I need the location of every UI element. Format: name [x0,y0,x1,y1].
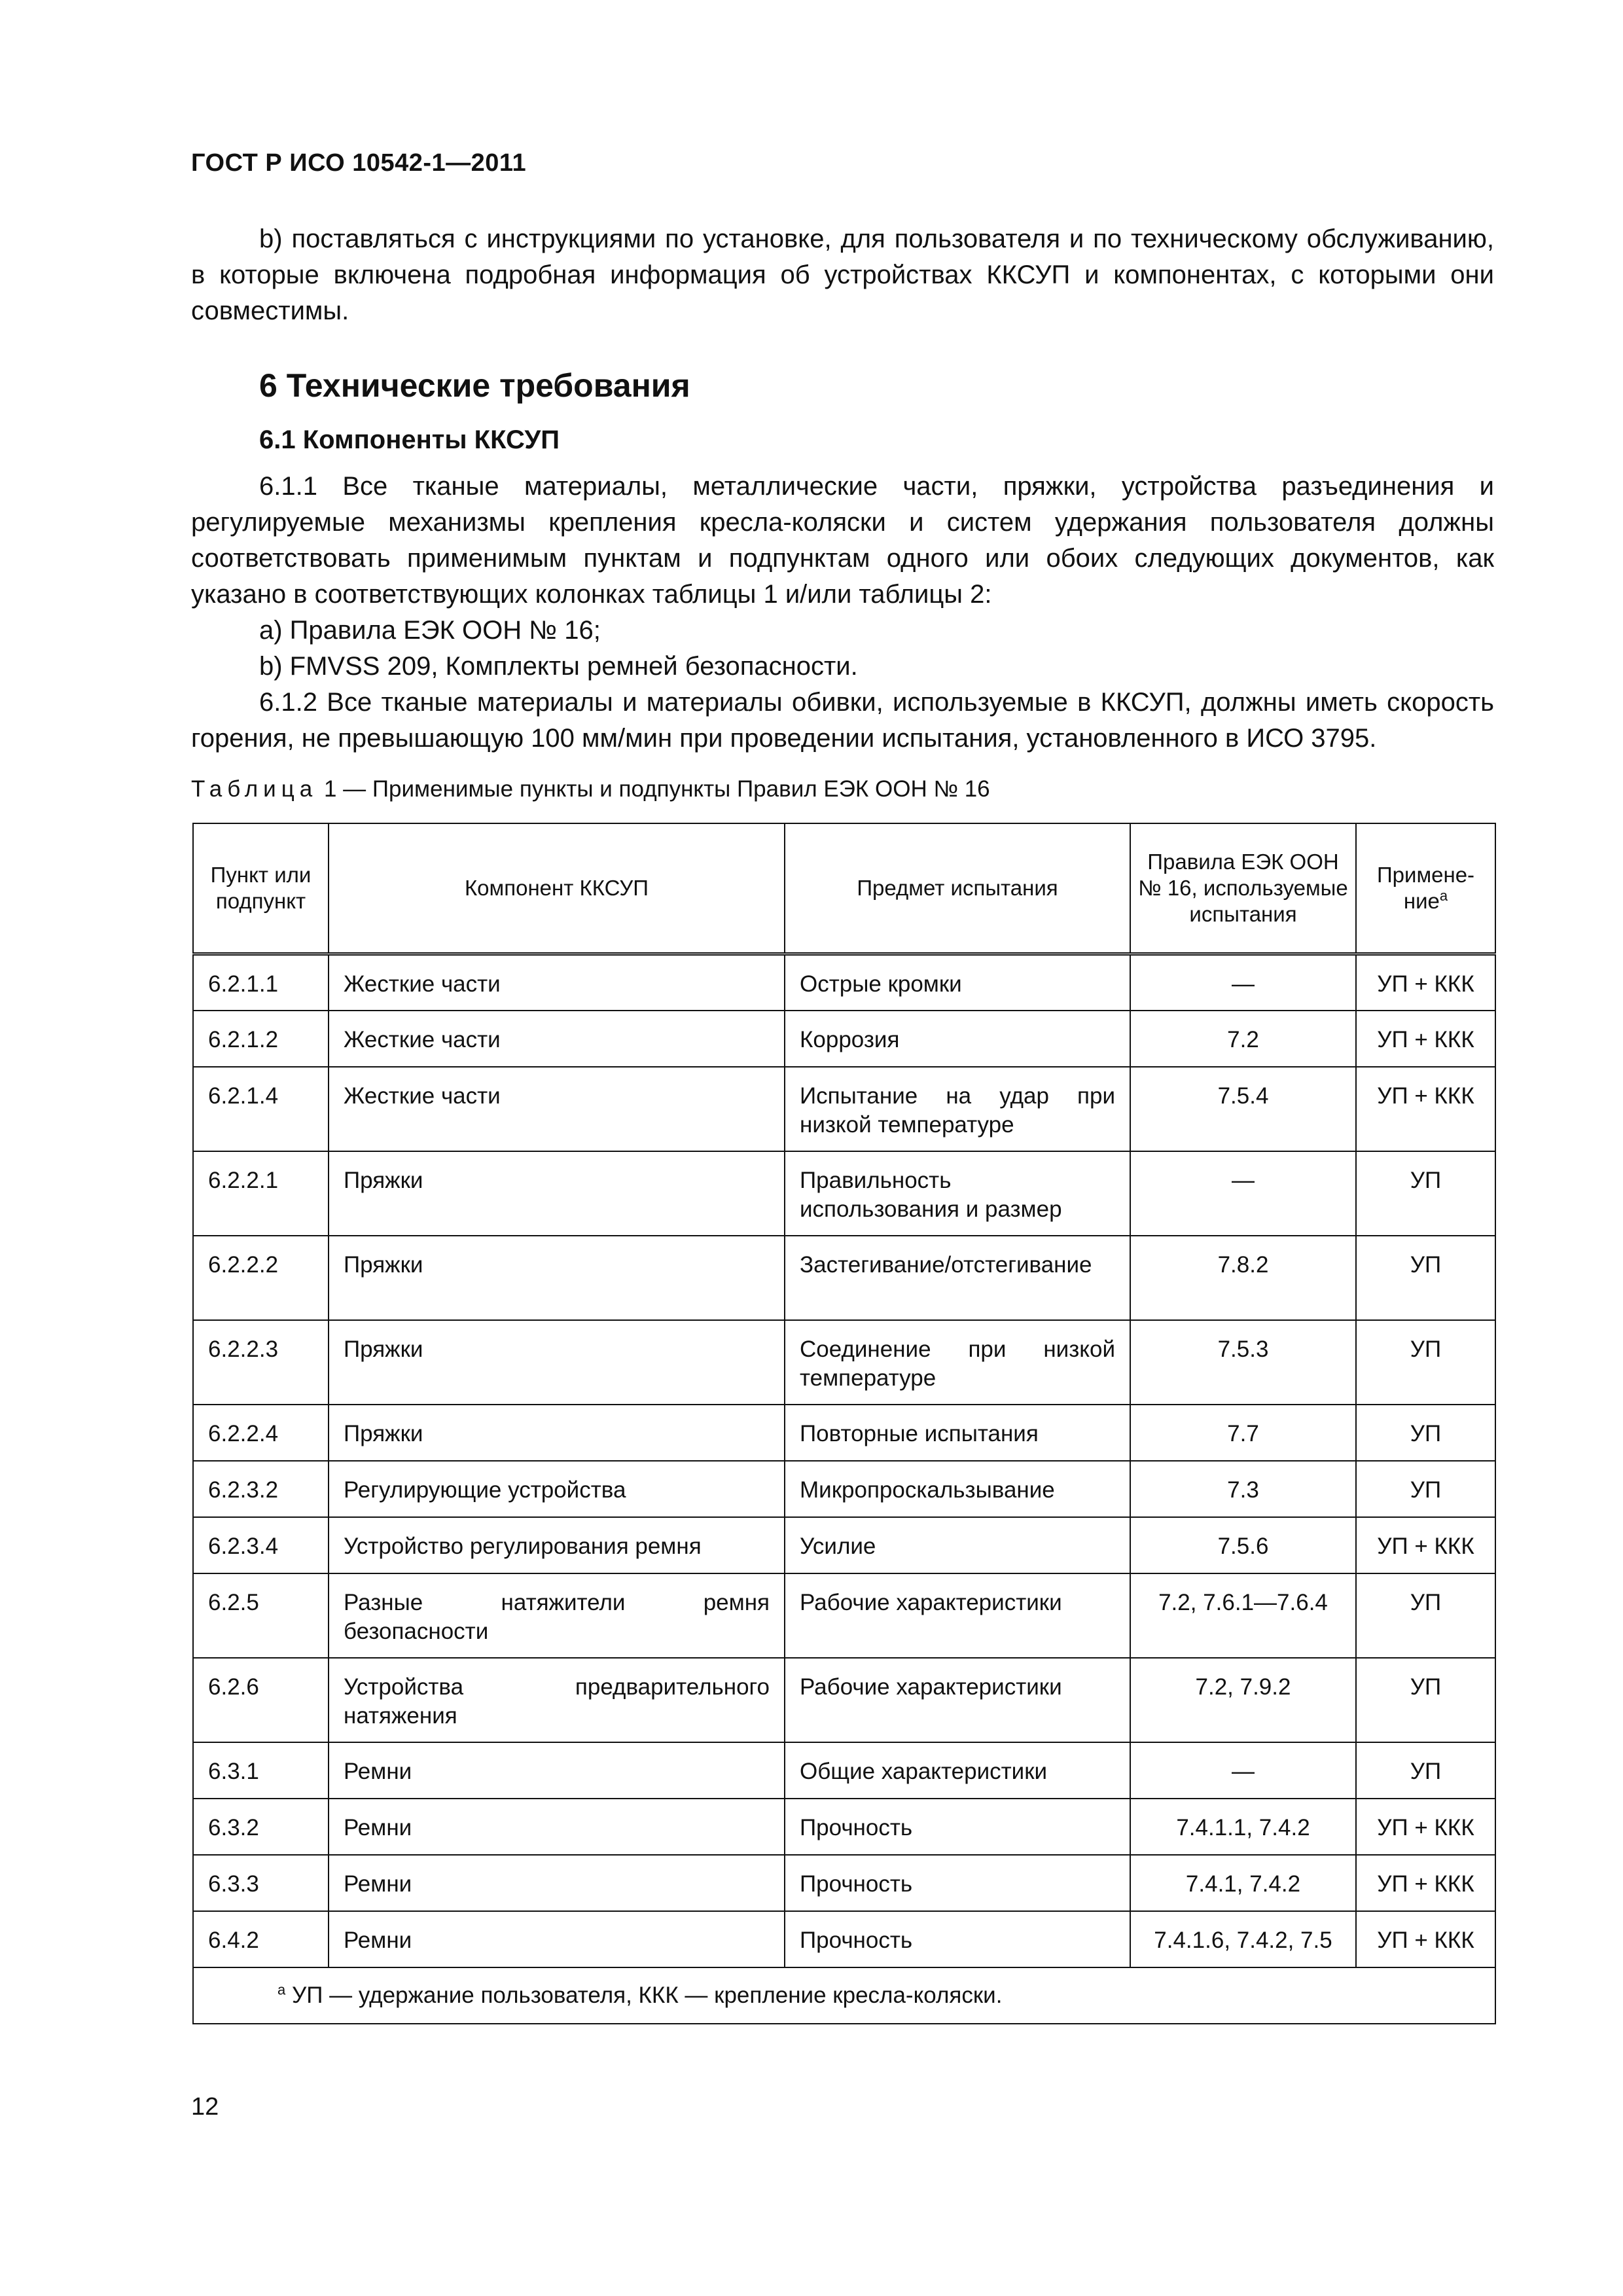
cell-clause: 6.2.2.3 [193,1320,329,1405]
cell-component: Пряжки [329,1236,785,1320]
table-row [193,1573,1495,1658]
cell-subject: Повторные испытания [785,1405,1130,1461]
cell-component: Жесткие части [329,1011,785,1067]
table-row [193,1320,1495,1405]
table-row [193,1855,1495,1911]
cell-rules: 7.5.4 [1130,1067,1356,1151]
cell-subject: Коррозия [785,1011,1130,1067]
cell-clause: 6.2.3.4 [193,1517,329,1573]
cell-subject: Испытание на удар при низкой температуре [785,1067,1130,1151]
cell-application: УП + ККК [1356,1011,1495,1067]
intro-item-b: b) поставляться с инструкциями по установке, для пользователя и по техническому обслуживанию, в которые включена подробная информация об устройствах ККСУП и компонентах, с которыми они совместимы. [191,224,1494,325]
cell-subject: Микропроскальзывание [785,1461,1130,1517]
cell-application: УП + ККК [1356,1517,1495,1573]
cell-rules: — [1130,1742,1356,1799]
cell-rules: 7.2, 7.9.2 [1130,1658,1356,1742]
cell-application: УП [1356,1320,1495,1405]
subsection-title: 6.1 Компоненты ККСУП [259,425,560,454]
table-row [193,1011,1495,1067]
cell-component: Устройства предварительного натяжения [329,1658,785,1742]
cell-rules: — [1130,1151,1356,1236]
cell-application: УП + ККК [1356,1067,1495,1151]
table-row [193,1658,1495,1742]
cell-component: Ремни [329,1742,785,1799]
table-row [193,1742,1495,1799]
cell-application: УП [1356,1658,1495,1742]
cell-rules: 7.3 [1130,1461,1356,1517]
footnote-ref: a [1439,888,1448,904]
header-application-label: Примене-ние [1376,863,1475,913]
header-subject: Предмет испытания [785,823,1130,954]
cell-component: Ремни [329,1855,785,1911]
cell-subject: Застегивание/отстегивание [785,1236,1130,1320]
cell-clause: 6.2.2.1 [193,1151,329,1236]
cell-clause: 6.4.2 [193,1911,329,1967]
document-header: ГОСТ Р ИСО 10542-1—2011 [191,149,527,177]
cell-clause: 6.2.6 [193,1658,329,1742]
cell-clause: 6.2.2.2 [193,1236,329,1320]
cell-component: Устройство регулирования ремня [329,1517,785,1573]
table-caption-label: Таблица [191,776,318,802]
cell-subject: Прочность [785,1799,1130,1855]
cell-clause: 6.2.2.4 [193,1405,329,1461]
cell-clause: 6.2.1.1 [193,954,329,1011]
cell-component: Пряжки [329,1320,785,1405]
cell-application: УП [1356,1236,1495,1320]
cell-application: УП + ККК [1356,1799,1495,1855]
table-row [193,1517,1495,1573]
table-caption [191,776,990,802]
cell-component: Пряжки [329,1405,785,1461]
cell-subject: Рабочие характеристики [785,1658,1130,1742]
cell-application: УП + ККК [1356,1855,1495,1911]
intro-paragraph [191,221,1494,329]
table-row [193,1236,1495,1320]
table-row [193,1067,1495,1151]
cell-rules: 7.2 [1130,1011,1356,1067]
cell-rules: — [1130,954,1356,1011]
table-header-row [193,823,1495,954]
cell-component: Разные натяжители ремня безопасности [329,1573,785,1658]
footnote-mark: а [277,1981,286,1998]
header-rules: Правила ЕЭК ООН № 16, используемые испытания [1130,823,1356,954]
table-row [193,1799,1495,1855]
cell-rules: 7.7 [1130,1405,1356,1461]
header-component: Компонент ККСУП [329,823,785,954]
cell-clause: 6.2.5 [193,1573,329,1658]
table-row [193,1151,1495,1236]
cell-subject: Общие характеристики [785,1742,1130,1799]
cell-clause: 6.2.1.2 [193,1011,329,1067]
table-row [193,1405,1495,1461]
cell-clause: 6.3.1 [193,1742,329,1799]
table-footnote-row [193,1967,1495,2024]
cell-component: Регулирующие устройства [329,1461,785,1517]
cell-rules: 7.4.1.6, 7.4.2, 7.5 [1130,1911,1356,1967]
header-application [1356,823,1495,954]
cell-rules: 7.2, 7.6.1—7.6.4 [1130,1573,1356,1658]
cell-subject: Прочность [785,1855,1130,1911]
section-title: 6 Технические требования [259,367,690,404]
cell-application: УП [1356,1151,1495,1236]
cell-rules: 7.4.1.1, 7.4.2 [1130,1799,1356,1855]
cell-application: УП [1356,1405,1495,1461]
cell-application: УП [1356,1461,1495,1517]
table-row [193,1911,1495,1967]
cell-subject: Усилие [785,1517,1130,1573]
cell-application: УП + ККК [1356,1911,1495,1967]
cell-application: УП [1356,1573,1495,1658]
cell-component: Ремни [329,1911,785,1967]
cell-clause: 6.3.2 [193,1799,329,1855]
footnote-text: УП — удержание пользователя, ККК — крепление кресла-коляски. [285,1982,1003,2008]
paragraph-6-1-2: 6.1.2 Все тканые материалы и материалы обивки, используемые в ККСУП, должны иметь скорость горения, не превышающую 100 мм/мин при проведении испытания, установленного в ИСО 3795. [191,688,1494,753]
list-item-b: b) FMVSS 209, Комплекты ремней безопасности. [259,652,858,681]
cell-rules: 7.5.3 [1130,1320,1356,1405]
cell-subject: Соединение при низкой температуре [785,1320,1130,1405]
cell-application: УП [1356,1742,1495,1799]
table-footnote [193,1967,1495,2024]
cell-subject: Прочность [785,1911,1130,1967]
cell-clause: 6.2.1.4 [193,1067,329,1151]
table-caption-text: 1 — Применимые пункты и подпункты Правил ЕЭК ООН № 16 [323,776,990,802]
requirements-table [192,823,1496,2024]
page-number: 12 [191,2093,219,2121]
cell-component: Пряжки [329,1151,785,1236]
table-row [193,1461,1495,1517]
table-row [193,954,1495,1011]
cell-subject: Рабочие характеристики [785,1573,1130,1658]
cell-component: Жесткие части [329,1067,785,1151]
list-item-a: а) Правила ЕЭК ООН № 16; [259,616,601,645]
cell-clause: 6.2.3.2 [193,1461,329,1517]
header-clause: Пункт или подпункт [193,823,329,954]
cell-rules: 7.8.2 [1130,1236,1356,1320]
cell-clause: 6.3.3 [193,1855,329,1911]
cell-application: УП + ККК [1356,954,1495,1011]
cell-rules: 7.4.1, 7.4.2 [1130,1855,1356,1911]
section-body [191,469,1494,757]
cell-subject: Острые кромки [785,954,1130,1011]
cell-component: Жесткие части [329,954,785,1011]
cell-rules: 7.5.6 [1130,1517,1356,1573]
cell-component: Ремни [329,1799,785,1855]
paragraph-6-1-1: 6.1.1 Все тканые материалы, металлические части, пряжки, устройства разъединения и регулируемые механизмы крепления кресла-коляски и систем удержания пользователя должны соответствовать применимым пунктам и подпунктам одного или обоих следующих документов, как указано в соответствующих колонках таблицы 1 и/или таблицы 2: [191,472,1494,609]
cell-subject: Правильность использования и размер [785,1151,1130,1236]
